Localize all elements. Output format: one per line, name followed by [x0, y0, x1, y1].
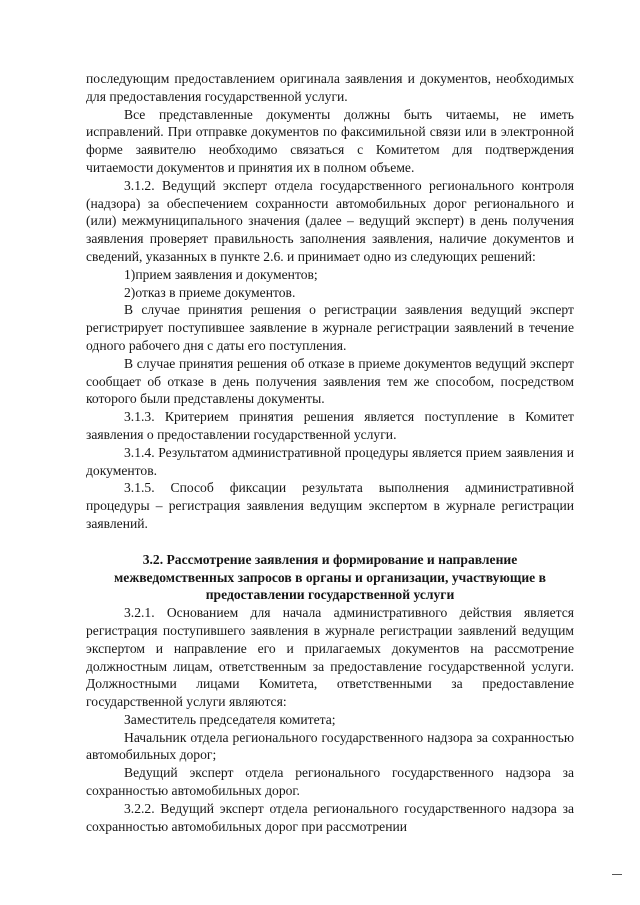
section-spacer: [86, 533, 574, 551]
section-heading-3-2: 3.2. Рассмотрение заявления и формирование и направление межведомственных запросов в органы и организации, участвующие в предоставлении государственной услуги: [114, 551, 546, 603]
paragraph-3-1-2: 3.1.2. Ведущий эксперт отдела государственного регионального контроля (надзора) за обеспечением сохранности автомобильных дорог регионального и (или) межмуниципального значения (далее – ведущий эксперт) в день получения заявления проверяет правильность заполнения заявления, наличие документов и сведений, указанных в пункте 2.6. и принимает одно из следующих решений:: [86, 177, 574, 264]
list-item-deputy-chairman: Заместитель председателя комитета;: [124, 711, 336, 727]
paragraph-3-1-4: 3.1.4. Результатом административной процедуры является прием заявления и документов.: [86, 444, 574, 478]
document-page: [86, 70, 574, 835]
paragraph-3-1-5: 3.1.5. Способ фиксации результата выполнения административной процедуры – регистрация заявления ведущим экспертом в журнале регистрации заявлений.: [86, 480, 574, 531]
paragraph-3-1-3: 3.1.3. Критерием принятия решения является поступление в Комитет заявления о предоставлении государственной услуги.: [86, 409, 574, 442]
paragraph-3-2-1: 3.2.1. Основанием для начала административного действия является регистрация поступившего заявления в журнале регистрации заявлений ведущим экспертом и направление его и прилагаемых документов на рассмотрение должностным лицам, ответственным за предоставление государственной услуги. Должностными лицами Комитета, ответственными за предоставление государственной услуги являются:: [86, 605, 574, 710]
paragraph-refusal: В случае принятия решения об отказе в приеме документов ведущий эксперт сообщает об отказе в день получения заявления тем же способом, посредством которого были представлены документы.: [86, 355, 574, 407]
list-item-lead-expert: Ведущий эксперт отдела регионального государственного надзора за сохранностью автомобильных дорог.: [86, 765, 574, 799]
scan-edge-mark: [612, 874, 622, 875]
paragraph-continuation: последующим предоставлением оригинала заявления и документов, необходимых для предоставления государственной услуги.: [86, 71, 574, 104]
paragraph-documents-readable: Все представленные документы должны быть читаемы, не иметь исправлений. При отправке документов по факсимильной связи или в электронной форме заявителю необходимо связаться с Комитетом для подтверждения читаемости документов и принятия их в полном объеме.: [86, 106, 574, 175]
list-item-refuse: 2)отказ в приеме документов.: [124, 284, 296, 300]
list-item-accept: 1)прием заявления и документов;: [124, 266, 318, 282]
paragraph-3-2-2: 3.2.2. Ведущий эксперт отдела регионального государственного надзора за сохранностью автомобильных дорог при рассмотрении: [86, 800, 574, 834]
paragraph-registration: В случае принятия решения о регистрации заявления ведущий эксперт регистрирует поступившее заявление в журнале регистрации заявлений в течение одного рабочего дня с даты его поступления.: [86, 302, 574, 353]
list-item-head-of-department: Начальник отдела регионального государственного надзора за сохранностью автомобильных дорог;: [86, 729, 574, 763]
